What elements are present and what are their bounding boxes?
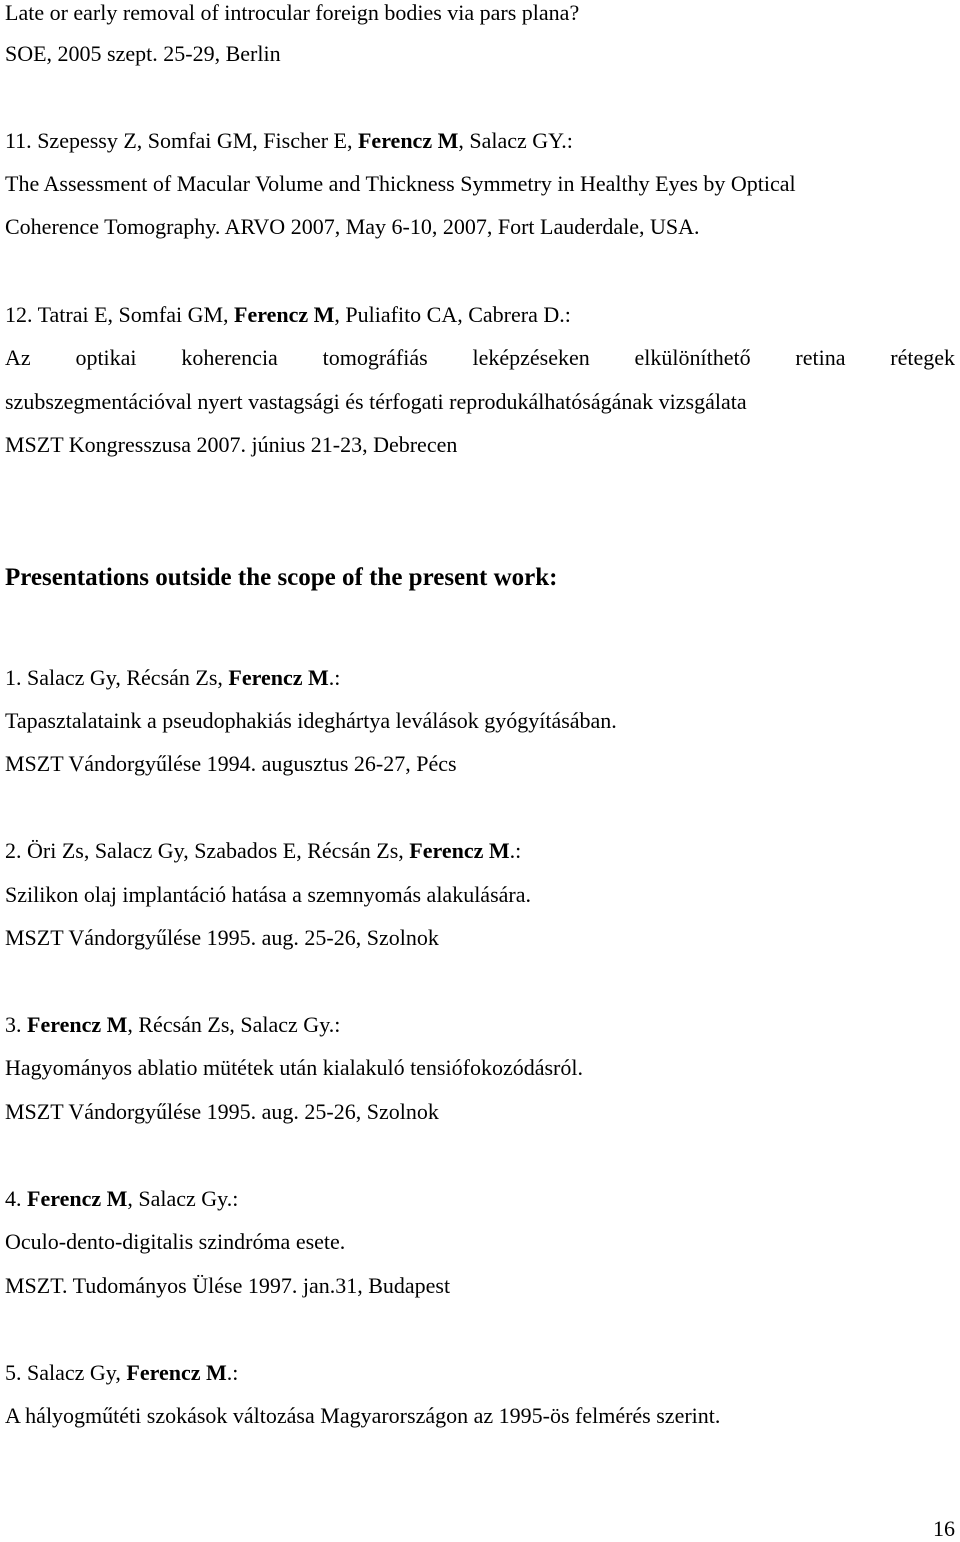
entry-number: 5. [5,1360,27,1385]
entry-number: 12. [5,302,38,327]
highlighted-author: Ferencz M [228,665,329,690]
highlighted-author: Ferencz M [409,838,510,863]
authors-text: Szepessy Z, Somfai GM, Fischer E, [37,128,358,153]
authors-text: , Salacz GY.: [458,128,573,153]
presentation-4-venue: MSZT. Tudományos Ülése 1997. jan.31, Budapest [5,1273,451,1298]
page-number: 16 [933,1516,955,1541]
presentation-3-venue: MSZT Vándorgyűlése 1995. aug. 25-26, Szolnok [5,1099,439,1124]
presentation-5-title: A hályogműtéti szokások változása Magyarországon az 1995-ös felmérés szerint. [5,1403,721,1428]
highlighted-author: Ferencz M [234,302,335,327]
authors-text: , Récsán Zs, Salacz Gy.: [127,1012,341,1037]
presentation-4-title: Oculo-dento-digitalis szindróma esete. [5,1229,346,1254]
entry-12-title-line-2: szubszegmentációval nyert vastagsági és térfogati reprodukálhatóságának vizsgálata [5,389,747,414]
authors-text: .: [328,665,341,690]
authors-text: .: [509,838,522,863]
entry-12-authors [5,302,571,328]
entry-12-title-line-1: Az optikai koherencia tomográfiás leképzéseken elkülöníthető retina rétegek [5,345,955,370]
presentation-1-authors [5,665,340,691]
entry-11-authors [5,128,573,154]
authors-text: , Puliafito CA, Cabrera D.: [334,302,571,327]
entry-number: 4. [5,1186,27,1211]
prev-entry-venue: SOE, 2005 szept. 25-29, Berlin [5,41,281,66]
entry-number: 2. [5,838,27,863]
section-heading: Presentations outside the scope of the present work: [5,564,558,591]
highlighted-author: Ferencz M [27,1012,128,1037]
presentation-1-venue: MSZT Vándorgyűlése 1994. augusztus 26-27, Pécs [5,751,457,776]
entry-number: 11. [5,128,38,153]
presentation-1-title: Tapasztalataink a pseudophakiás ideghártya leválások gyógyításában. [5,708,617,733]
presentation-3-title: Hagyományos ablatio mütétek után kialakuló tensiófokozódásról. [5,1055,583,1080]
presentation-4-authors [5,1186,238,1212]
entry-11-venue: Coherence Tomography. ARVO 2007, May 6-10, 2007, Fort Lauderdale, USA. [5,214,700,239]
authors-text: Salacz Gy, [27,1360,127,1385]
highlighted-author: Ferencz M [357,128,459,153]
authors-text: Öri Zs, Salacz Gy, Szabados E, Récsán Zs, [27,838,410,863]
presentation-2-authors [5,838,521,864]
entry-11-title: The Assessment of Macular Volume and Thickness Symmetry in Healthy Eyes by Optical [5,171,796,196]
highlighted-author: Ferencz M [27,1186,128,1211]
authors-text: , Salacz Gy.: [127,1186,239,1211]
entry-number: 1. [5,665,27,690]
entry-number: 3. [5,1012,27,1037]
presentation-2-venue: MSZT Vándorgyűlése 1995. aug. 25-26, Szolnok [5,925,439,950]
presentation-3-authors [5,1012,340,1038]
presentation-2-title: Szilikon olaj implantáció hatása a szemnyomás alakulására. [5,882,531,907]
authors-text: .: [226,1360,239,1385]
highlighted-author: Ferencz M [126,1360,227,1385]
authors-text: Tatrai E, Somfai GM, [37,302,235,327]
presentation-5-authors [5,1360,238,1386]
prev-entry-title: Late or early removal of introcular foreign bodies via pars plana? [5,0,580,25]
authors-text: Salacz Gy, Récsán Zs, [27,665,229,690]
entry-12-venue: MSZT Kongresszusa 2007. június 21-23, Debrecen [5,432,458,457]
